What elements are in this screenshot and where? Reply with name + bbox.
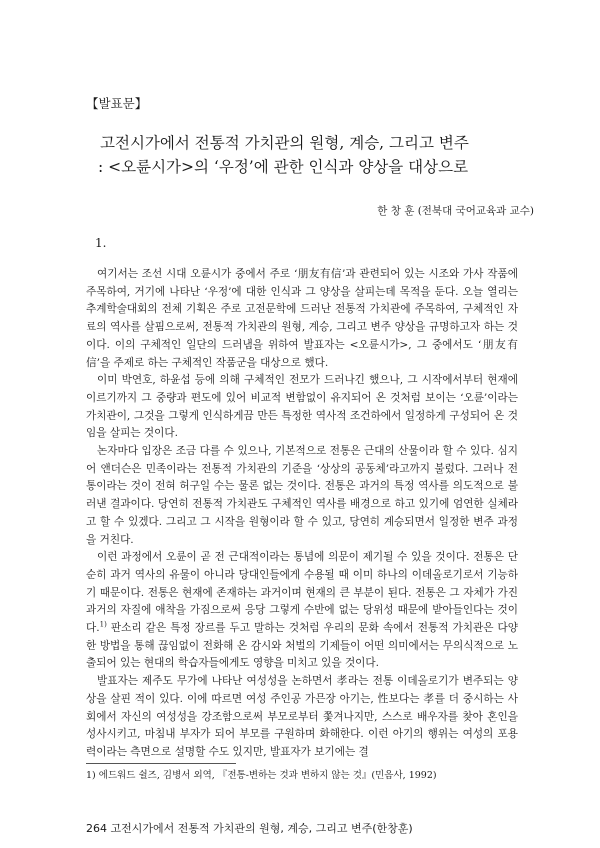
title-line-1: 고전시가에서 전통적 가치관의 원형, 계승, 그리고 변주 bbox=[100, 134, 469, 152]
section-tag: 【발표문】 bbox=[86, 96, 148, 111]
paragraph-4-text: 이런 과정에서 오륜이 곧 전 근대적이라는 통념에 의문이 제기될 수 있을 것이다. 전통은 단순히 과거 역사의 유물이 아니라 당대인들에게 수용될 때 이미 하나의 이데올로기로서 기능하기 때문이다. 전통은 현재에 존재하는 과거이며 현재의 큰 부분이 된다. 전통은 그 자체가 가진 과거의 자질에 애착을 가짐으로써 응당 그렇게 수반에 없는 당위성 때문에 받아들인다는 것이다. bbox=[86, 551, 518, 635]
paragraph-2: 이미 박연호, 하윤섭 등에 의해 구체적인 전모가 드러나긴 했으나, 그 시작에서부터 현재에 이르기까지 그 중량과 편도에 있어 비교적 변함없이 유지되어 온 것처럼 보이는 ‘오륜’이라는 가치관이, 그것을 그렇게 인식하게끔 만든 특정한 역사적 조건하에서 일정하게 구성되어 온 것임을 살피는 것이다. bbox=[86, 374, 518, 440]
body-text bbox=[86, 266, 518, 762]
paragraph-3: 논자마다 입장은 조금 다를 수 있으나, 기본적으로 전통은 근대의 산물이라 할 수 있다. 심지어 앤더슨은 민족이라는 전통적 가치관의 기준을 ‘상상의 공동체’라고까지 불렀다. 그러나 전통이라는 것이 전혀 허구일 수는 물론 없는 것이다. 전통은 과거의 특정 역사를 의도적으로 불러낸 결과이다. 당연히 전통적 가치관도 구체적인 역사를 배경으로 하고 있기에 엄연한 실체라고 할 수 있겠다. 그리고 그 시작을 원형이라 할 수 있고, 당연히 계승되면서 일정한 변주 과정을 거친다. bbox=[86, 445, 518, 546]
paragraph-5: 발표자는 제주도 무가에 나타난 여성성을 논하면서 孝라는 전통 이데올로기가 변주되는 양상을 살핀 적이 있다. 이에 따르면 여성 주인공 가믄장 아기는, 性보다는 孝를 더 중시하는 사회에서 자신의 여성성을 강조함으로써 부모로부터 쫓겨나지만, 스스로 배우자를 찾아 혼인을 성사시키고, 마침내 부자가 되어 부모를 구원하며 화해한다. 이런 아기의 행위는 여성의 포용력이라는 측면으로 설명할 수도 있지만, 발표자가 보기에는 결 bbox=[86, 675, 518, 758]
page-footer: 264 고전시가에서 전통적 가치관의 원형, 계승, 그리고 변주(한창훈) bbox=[86, 822, 413, 835]
paragraph-1: 여기서는 조선 시대 오륜시가 중에서 주로 ‘朋友有信’과 관련되어 있는 시조와 가사 작품에 주목하여, 거기에 나타난 ‘우정’에 대한 인식과 그 양상을 살피는데 목적을 둔다. 오늘 열리는 추계학술대회의 전체 기획은 주로 고전문학에 드러난 전통적 가치관에 주목하여, 구체적인 자료의 역사를 살핌으로써, 전통적 가치관의 원형, 계승, 그리고 변주 양상을 규명하고자 하는 것이다. 이의 구체적인 일단의 드러냄을 위하여 발표자는 <오륜시가>, 그 중에서도 ‘朋友有信’을 주제로 하는 구체적인 작품군을 대상으로 했다. bbox=[86, 268, 518, 369]
footnote-ref[interactable]: 1) bbox=[99, 620, 107, 629]
footnote: 1) 에드워드 쉴즈, 김병서 외역, 『전통-변하는 것과 변하지 않는 것』(민음사, 1992) bbox=[86, 770, 437, 781]
title-line-2: : <오륜시가>의 ‘우정’에 관한 인식과 양상을 대상으로 bbox=[98, 158, 469, 176]
footnote-divider bbox=[86, 763, 236, 764]
paragraph-4-cont: 판소리 같은 특정 장르를 두고 말하는 것처럼 우리의 문화 속에서 전통적 가치관은 다양한 방법을 통해 끊임없이 전화해 온 감시와 처벌의 기제들이 어떤 의미에서는 무의식적으로 노출되어 있는 현대의 학습자들에게도 영향을 미치고 있을 것이다. bbox=[86, 622, 518, 670]
author-line: 한 창 훈 (전북대 국어교육과 교수) bbox=[377, 205, 534, 217]
paragraph-4 bbox=[86, 549, 518, 673]
section-number: 1. bbox=[95, 236, 107, 250]
